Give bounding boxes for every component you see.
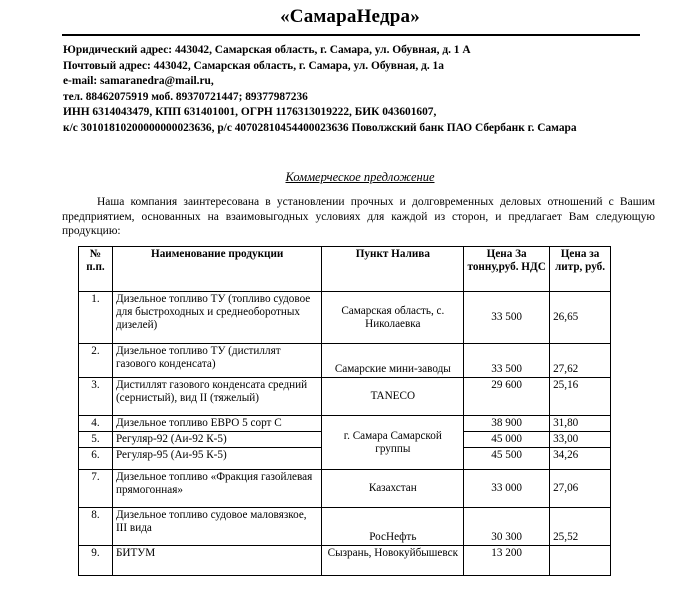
row-price-liter: 34,26 (550, 448, 611, 470)
row-price-ton: 33 500 (464, 344, 550, 378)
table-row (79, 344, 611, 378)
row-point: г. Самара Самарской группы (322, 416, 464, 470)
row-point: Самарская область, с. Николаевка (322, 292, 464, 344)
row-price-liter: 27,62 (550, 344, 611, 378)
row-name: Дизельное топливо «Фракция газойлевая прямогонная» (112, 470, 321, 508)
row-point: Сызрань, Новокуйбышевск (322, 546, 464, 576)
row-num: 2. (79, 344, 113, 378)
row-price-liter: 25,16 (550, 378, 611, 416)
row-price-liter: 26,65 (550, 292, 611, 344)
row-num: 8. (79, 508, 113, 546)
row-price-liter (550, 546, 611, 576)
row-name: Дизельное топливо ТУ (дистиллят газового конденсата) (112, 344, 321, 378)
table-header-row (79, 247, 611, 292)
row-price-liter: 31,80 (550, 416, 611, 432)
header-num: № п.п. (79, 247, 113, 292)
header-divider (62, 34, 640, 36)
row-name: Регуляр-92 (Аи-92 К-5) (112, 432, 321, 448)
row-num: 6. (79, 448, 113, 470)
row-point: РосНефть (322, 508, 464, 546)
row-point: Казахстан (322, 470, 464, 508)
row-price-ton: 13 200 (464, 546, 550, 576)
company-title: «СамараНедра» (280, 6, 420, 27)
offer-title: Коммерческое предложение (285, 170, 435, 184)
email-line: e-mail: samaranedra@mail.ru, (63, 75, 214, 87)
row-price-liter: 25,52 (550, 508, 611, 546)
table-row (79, 546, 611, 576)
row-name: Регуляр-95 (Аи-95 К-5) (112, 448, 321, 470)
phone-line: тел. 88462075919 моб. 89370721447; 89377987236 (63, 90, 308, 103)
row-name: Дизельное топливо ЕВРО 5 сорт С (112, 416, 321, 432)
row-point: Самарские мини-заводы (322, 344, 464, 378)
postal-address: Почтовый адрес: 443042, Самарская область, г. Самара, ул. Обувная, д. 1а (63, 59, 444, 72)
header-name: Наименование продукции (112, 247, 321, 292)
table-row (79, 416, 611, 432)
intro-paragraph (62, 195, 655, 239)
intro-text: Наша компания заинтересована в установлении прочных и долговременных деловых отношений с Вашим предприятием, основанных на взаимовыгодных условиях для каждой из сторон, и предлагает Вам следующую продукцию: (62, 196, 655, 237)
row-num: 1. (79, 292, 113, 344)
table-row (79, 508, 611, 546)
row-price-ton: 30 300 (464, 508, 550, 546)
row-num: 9. (79, 546, 113, 576)
row-price-liter: 27,06 (550, 470, 611, 508)
table-row (79, 470, 611, 508)
requisites-block (63, 43, 663, 136)
row-num: 7. (79, 470, 113, 508)
table-row (79, 292, 611, 344)
row-price-ton: 45 500 (464, 448, 550, 470)
header-point: Пункт Налива (322, 247, 464, 292)
row-point: TANECO (322, 378, 464, 416)
products-table (78, 246, 611, 576)
table-row (79, 378, 611, 416)
header-price-liter: Цена за литр, руб. (550, 247, 611, 292)
row-price-ton: 33 000 (464, 470, 550, 508)
legal-address: Юридический адрес: 443042, Самарская область, г. Самара, ул. Обувная, д. 1 А (63, 44, 471, 56)
row-name: Дизельное топливо судовое маловязкое, III вида (112, 508, 321, 546)
row-price-liter: 33,00 (550, 432, 611, 448)
row-name: БИТУМ (112, 546, 321, 576)
header-price-ton: Цена За тонну,руб. НДС (464, 247, 550, 292)
inn-line: ИНН 6314043479, КПП 631401001, ОГРН 1176313019222, БИК 043601607, (63, 106, 437, 118)
bank-account-line: к/с 30101810200000000023636, р/с 40702810454400023636 Поволжский банк ПАО Сбербанк г. Самара (63, 121, 577, 134)
row-price-ton: 45 000 (464, 432, 550, 448)
row-name: Дистиллят газового конденсата средний (сернистый), вид II (тяжелый) (112, 378, 321, 416)
row-price-ton: 29 600 (464, 378, 550, 416)
row-price-ton: 38 900 (464, 416, 550, 432)
row-price-ton: 33 500 (464, 292, 550, 344)
row-name: Дизельное топливо ТУ (топливо судовое для быстроходных и среднеоборотных дизелей) (112, 292, 321, 344)
row-num: 3. (79, 378, 113, 416)
row-num: 5. (79, 432, 113, 448)
row-num: 4. (79, 416, 113, 432)
